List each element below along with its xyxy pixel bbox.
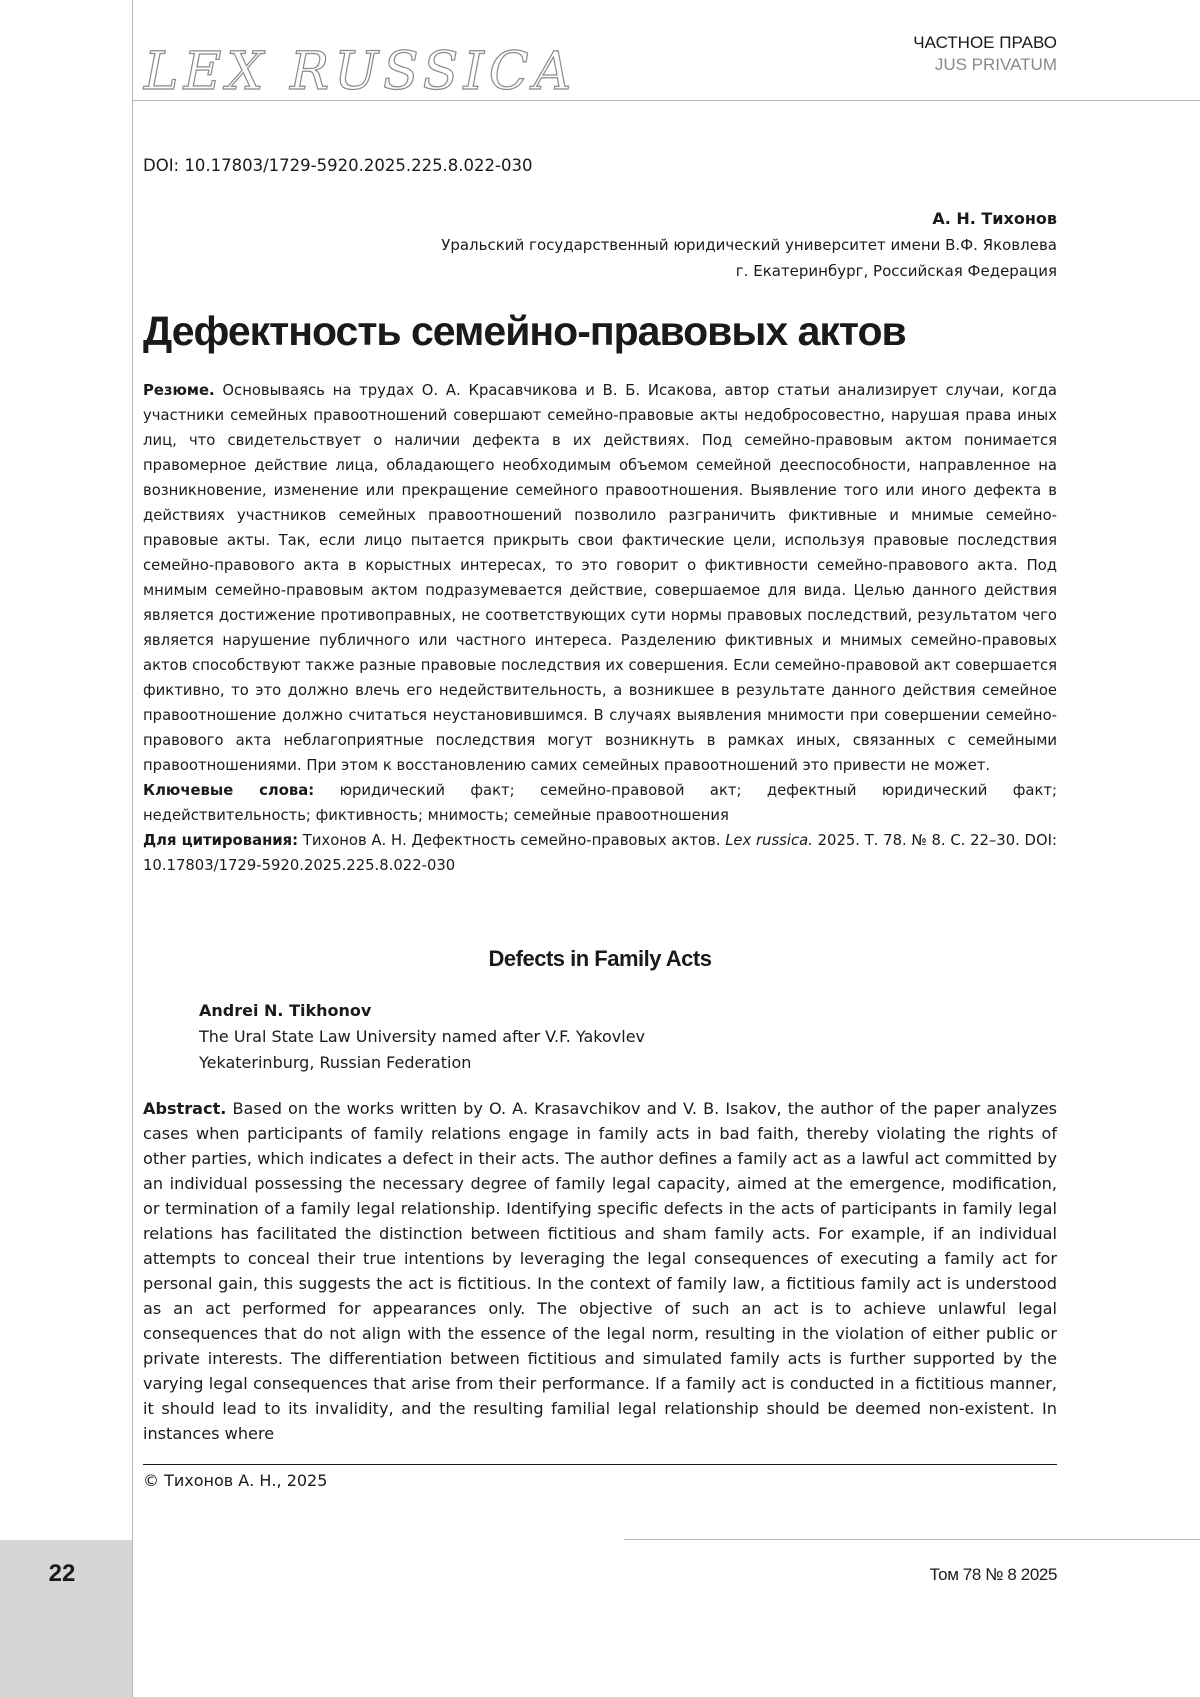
author-affiliation-en: The Ural State Law University named after V.F. Yakovlev bbox=[199, 1027, 646, 1046]
author-block-en bbox=[199, 998, 645, 1076]
citation-text-before: Тихонов А. Н. Дефектность семейно-правовых актов. bbox=[302, 832, 721, 849]
abstract-label-ru: Резюме. bbox=[143, 382, 215, 399]
keywords-label-ru: Ключевые слова: bbox=[143, 782, 315, 799]
citation-label-ru: Для цитирования: bbox=[143, 832, 299, 849]
citation-ru bbox=[143, 828, 1057, 878]
citation-journal: Lex russica. bbox=[725, 832, 813, 849]
abstract-block-en bbox=[143, 1096, 1057, 1446]
left-margin-rule bbox=[132, 0, 133, 1697]
author-location-en: Yekaterinburg, Russian Federation bbox=[199, 1053, 472, 1072]
keywords-ru bbox=[143, 778, 1057, 828]
abstract-en bbox=[143, 1096, 1057, 1446]
doi-line: DOI: 10.17803/1729-5920.2025.225.8.022-030 bbox=[143, 156, 533, 175]
section-label-ru: ЧАСТНОЕ ПРАВО bbox=[913, 33, 1057, 52]
article-title-en: Defects in Family Acts bbox=[488, 946, 712, 971]
author-name-en: Andrei N. Tikhonov bbox=[199, 1001, 372, 1020]
page-number: 22 bbox=[48, 1560, 76, 1587]
citation-text-after: 2025. Т. 78. № 8. С. 22–30. DOI: 10.17803/1729-5920.2025.225.8.022-030 bbox=[143, 832, 1057, 874]
issue-info: Том 78 № 8 2025 bbox=[929, 1565, 1057, 1584]
footer-rule bbox=[624, 1539, 1200, 1540]
journal-logo: LEX RUSSICA bbox=[144, 42, 577, 102]
author-block-ru bbox=[441, 206, 1057, 284]
section-label bbox=[913, 32, 1057, 76]
abstract-text-ru: Основываясь на трудах О. А. Красавчикова и В. Б. Исакова, автор статьи анализирует случаи, когда участники семейных правоотношений совершают семейно-правовые акты недобросовестно, нарушая права иных лиц, что свидетельствует о наличии дефекта в их действиях. Под семейно-правовым актом понимается правомерное действие лица, обладающего необходимым объемом семейной дееспособности, направленное на возникновение, изменение или прекращение семейного правоотношения. Выявление того или иного дефекта в действиях участников семейных правоотношений позволило разграничить фиктивные и мнимые семейно-правовые акты. Так, если лицо пытается прикрыть свои фактические цели, используя правовые последствия семейно-правового акта в корыстных интересах, то это говорит о фиктивности семейно-правового акта. Под мнимым семейно-правовым актом подразумевается действие, совершаемое для вида. Целью данного действия является достижение противоправных, не соответствующих сути нормы правовых последствий, результатом чего является нарушение публичного или частного интереса. Разделению фиктивных и мнимых семейно-правовых актов способствуют также разные правовые последствия их совершения. Если семейно-правовой акт совершается фиктивно, то это должно влечь его недействительность, а возникшее в результате данного действия семейное правоотношение должно считаться неустановившимся. В случаях выявления мнимости при совершении семейно-правового акта неблагоприятные последствия могут возникнуть в рамках иных, связанных с семейными правоотношениями. При этом к восстановлению самих семейных правоотношений это привести не может. bbox=[143, 382, 1057, 774]
abstract-block-ru bbox=[143, 378, 1057, 878]
author-name-ru: А. Н. Тихонов bbox=[932, 209, 1057, 228]
author-affiliation-ru: Уральский государственный юридический университет имени В.Ф. Яковлева bbox=[441, 236, 1057, 254]
section-label-latin: JUS PRIVATUM bbox=[934, 55, 1057, 74]
abstract-ru bbox=[143, 378, 1057, 778]
keywords-text-ru: юридический факт; семейно-правовой акт; дефектный юридический факт; недействительность; фиктивность; мнимость; семейные правоотношения bbox=[143, 782, 1058, 824]
author-location-ru: г. Екатеринбург, Российская Федерация bbox=[735, 262, 1057, 280]
article-title-ru: Дефектность семейно-правовых актов bbox=[143, 308, 906, 354]
abstract-text-en: Based on the works written by O. A. Krasavchikov and V. B. Isakov, the author of the paper analyzes cases when participants of family relations engage in family acts in bad faith, thereby violating the rights of other parties, which indicates a defect in their acts. The author defines a family act as a lawful act committed by an individual possessing the necessary degree of family legal capacity, aimed at the emergence, modification, or termination of a family legal relationship. Identifying specific defects in the acts of participants in family legal relations has facilitated the distinction between fictitious and sham family acts. For example, if an individual attempts to conceal their true intentions by leveraging the legal consequences of executing a family act for personal gain, this suggests the act is fictitious. In the context of family law, a fictitious family act is understood as an act performed for appearances only. The objective of such an act is to achieve unlawful legal consequences that do not align with the essence of the legal norm, resulting in the violation of either public or private interests. The differentiation between fictitious and simulated family acts is further supported by the varying legal consequences that arise from their performance. If a family act is conducted in a fictitious manner, it should lead to its invalidity, and the resulting familial legal relationship should be deemed non-existent. In instances where bbox=[143, 1099, 1057, 1443]
copyright-line: © Тихонов А. Н., 2025 bbox=[143, 1471, 328, 1490]
footnote-rule bbox=[143, 1464, 1057, 1465]
abstract-label-en: Abstract. bbox=[143, 1099, 227, 1118]
